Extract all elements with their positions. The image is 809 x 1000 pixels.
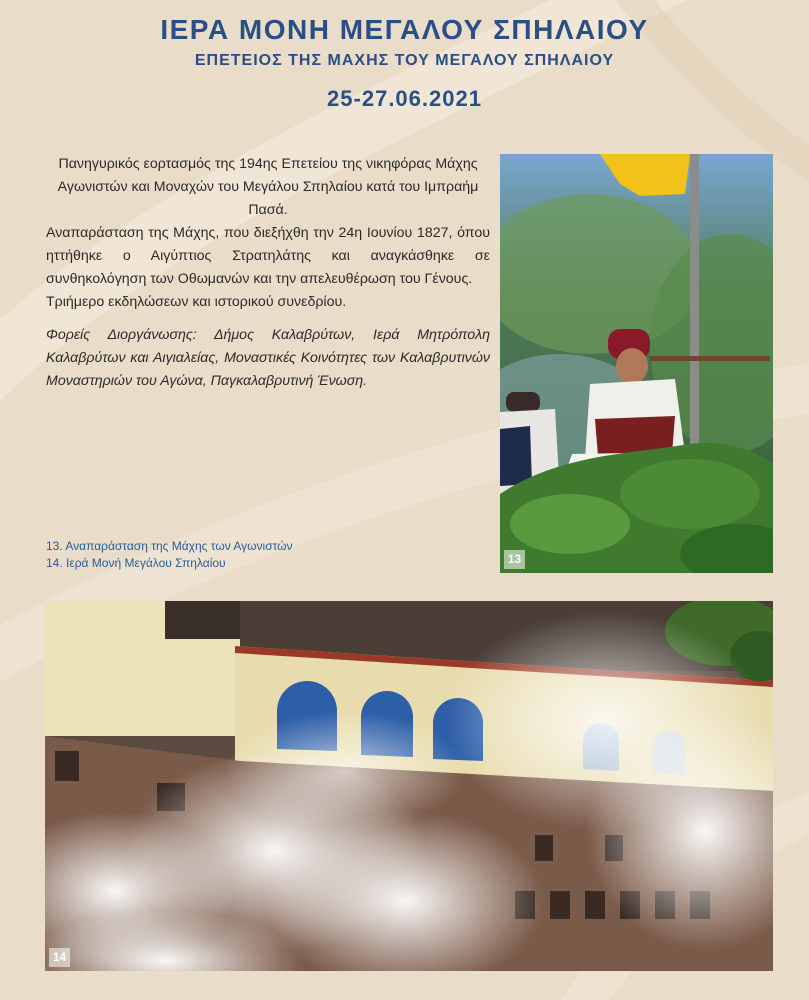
event-date: 25-27.06.2021 — [327, 86, 482, 111]
photo-number-13: 13 — [504, 550, 525, 569]
photo-reenactment — [500, 154, 773, 573]
photo-number-14: 14 — [49, 948, 70, 967]
caption-14: 14. Ιερά Μονή Μεγάλου Σπηλαίου — [46, 556, 226, 570]
body-text — [46, 153, 490, 393]
paragraph-events: Τριήμερο εκδηλώσεων και ιστορικού συνεδρίου. — [46, 294, 347, 310]
photo-captions — [46, 538, 466, 572]
caption-13: 13. Αναπαράσταση της Μάχης των Αγωνιστών — [46, 539, 293, 553]
page-subtitle: ΕΠΕΤΕΙΟΣ ΤΗΣ ΜΑΧΗΣ ΤΟΥ ΜΕΓΑΛΟΥ ΣΠΗΛΑΙΟΥ — [194, 52, 615, 69]
paragraph-intro: Πανηγυρικός εορτασμός της 194ης Επετείου της νικηφόρας Μάχης Αγωνιστών και Μοναχών του Μεγάλου Σπηλαίου κατά του Ιμπραήμ Πασά. — [57, 156, 479, 218]
paragraph-reenactment: Αναπαράσταση της Μάχης, που διεξήχθη την 24η Ιουνίου 1827, όπου ηττήθηκε ο Αιγύπτιος Στρατηλάτης και αναγκάσθηκε σε συνθηκολόγηση των Οθωμανών και την απελευθέρωση του Γένους. — [46, 225, 490, 287]
paragraph-organizers: Φορείς Διοργάνωσης: Δήμος Καλαβρύτων, Ιερά Μητρόπολη Καλαβρύτων και Αιγιαλείας, Μοναστικές Κοινότητες των Καλαβρυτινών Μοναστηριών του Αγώνα, Παγκαλαβρυτινή Ένωση. — [46, 327, 490, 389]
photo-monastery — [45, 601, 773, 971]
page-title: ΙΕΡΑ ΜΟΝΗ ΜΕΓΑΛΟΥ ΣΠΗΛΑΙΟΥ — [160, 14, 649, 45]
